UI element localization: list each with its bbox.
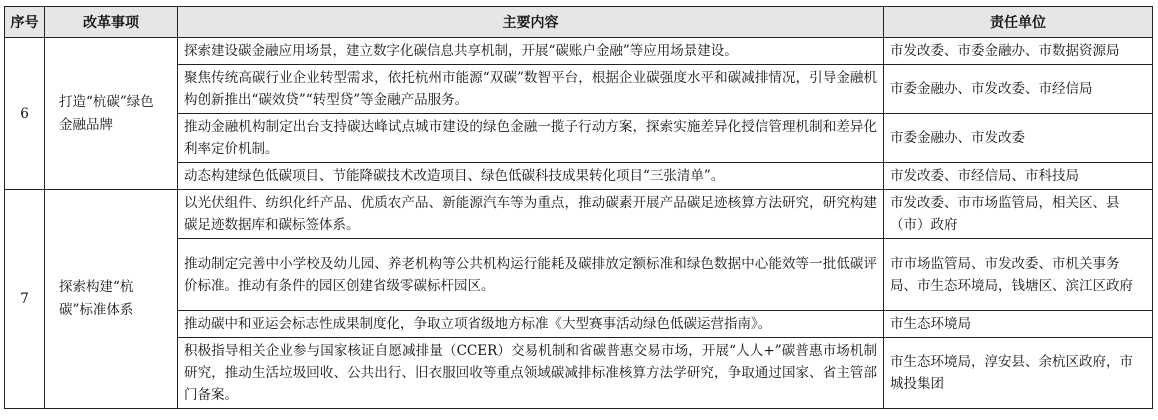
- main-content: 聚焦传统高碳行业企业转型需求，依托杭州市能源“双碳”数智平台，根据企业碳强度水平和碳减排情况，引导金融机构创新推出“碳效贷”“转型贷”等金融产品服务。: [178, 65, 884, 114]
- row-number: 7: [5, 190, 45, 409]
- responsible-unit: 市发改委、市市场监管局，相关区、县（市）政府: [884, 190, 1153, 239]
- responsible-unit: 市市场监管局、市发改委、市机关事务局、市生态环境局，钱塘区、滨江区政府: [884, 239, 1153, 311]
- reform-table: [4, 6, 1153, 409]
- reform-item: 打造“杭碳”绿色金融品牌: [45, 38, 178, 190]
- row-number: 6: [5, 38, 45, 190]
- main-content: 推动碳中和亚运会标志性成果制度化，争取立项省级地方标准《大型赛事活动绿色低碳运营指南》。: [178, 311, 884, 338]
- responsible-unit: 市发改委、市委金融办、市数据资源局: [884, 38, 1153, 65]
- main-content: 以光伏组件、纺织化纤产品、优质农产品、新能源汽车等为重点，推动碳素开展产品碳足迹核算方法研究，研究构建碳足迹数据库和碳标签体系。: [178, 190, 884, 239]
- responsible-unit: 市生态环境局: [884, 311, 1153, 338]
- table-row: [5, 338, 1153, 409]
- responsible-unit: 市发改委、市经信局、市科技局: [884, 163, 1153, 190]
- responsible-unit: 市委金融办、市发改委: [884, 114, 1153, 163]
- table-row: [5, 163, 1153, 190]
- main-content: 积极指导相关企业参与国家核证自愿减排量（CCER）交易机制和省碳普惠交易市场，开展“人人+”碳普惠市场机制研究，推动生活垃圾回收、公共出行、旧衣服回收等重点领域碳减排标准核算方法学研究，争取通过国家、省主管部门备案。: [178, 338, 884, 409]
- table-row: [5, 114, 1153, 163]
- header-responsible-unit: 责任单位: [884, 7, 1153, 38]
- table-row: [5, 239, 1153, 311]
- header-main-content: 主要内容: [178, 7, 884, 38]
- reform-item: 探索构建“杭碳”标准体系: [45, 190, 178, 409]
- main-content: 推动金融机构制定出台支持碳达峰试点城市建设的绿色金融一揽子行动方案，探索实施差异化授信管理机制和差异化利率定价机制。: [178, 114, 884, 163]
- table-row: [5, 311, 1153, 338]
- main-content: 探索建设碳金融应用场景，建立数字化碳信息共享机制，开展“碳账户金融”等应用场景建设。: [178, 38, 884, 65]
- main-content: 推动制定完善中小学校及幼儿园、养老机构等公共机构运行能耗及碳排放定额标准和绿色数据中心能效等一批低碳评价标准。推动有条件的园区创建省级零碳标杆园区。: [178, 239, 884, 311]
- header-number: 序号: [5, 7, 45, 38]
- header-row: [5, 7, 1153, 38]
- table-row: [5, 38, 1153, 65]
- table-row: [5, 190, 1153, 239]
- header-reform-item: 改革事项: [45, 7, 178, 38]
- responsible-unit: 市生态环境局，淳安县、余杭区政府，市城投集团: [884, 338, 1153, 409]
- responsible-unit: 市委金融办、市发改委、市经信局: [884, 65, 1153, 114]
- main-content: 动态构建绿色低碳项目、节能降碳技术改造项目、绿色低碳科技成果转化项目“三张清单”。: [178, 163, 884, 190]
- table-row: [5, 65, 1153, 114]
